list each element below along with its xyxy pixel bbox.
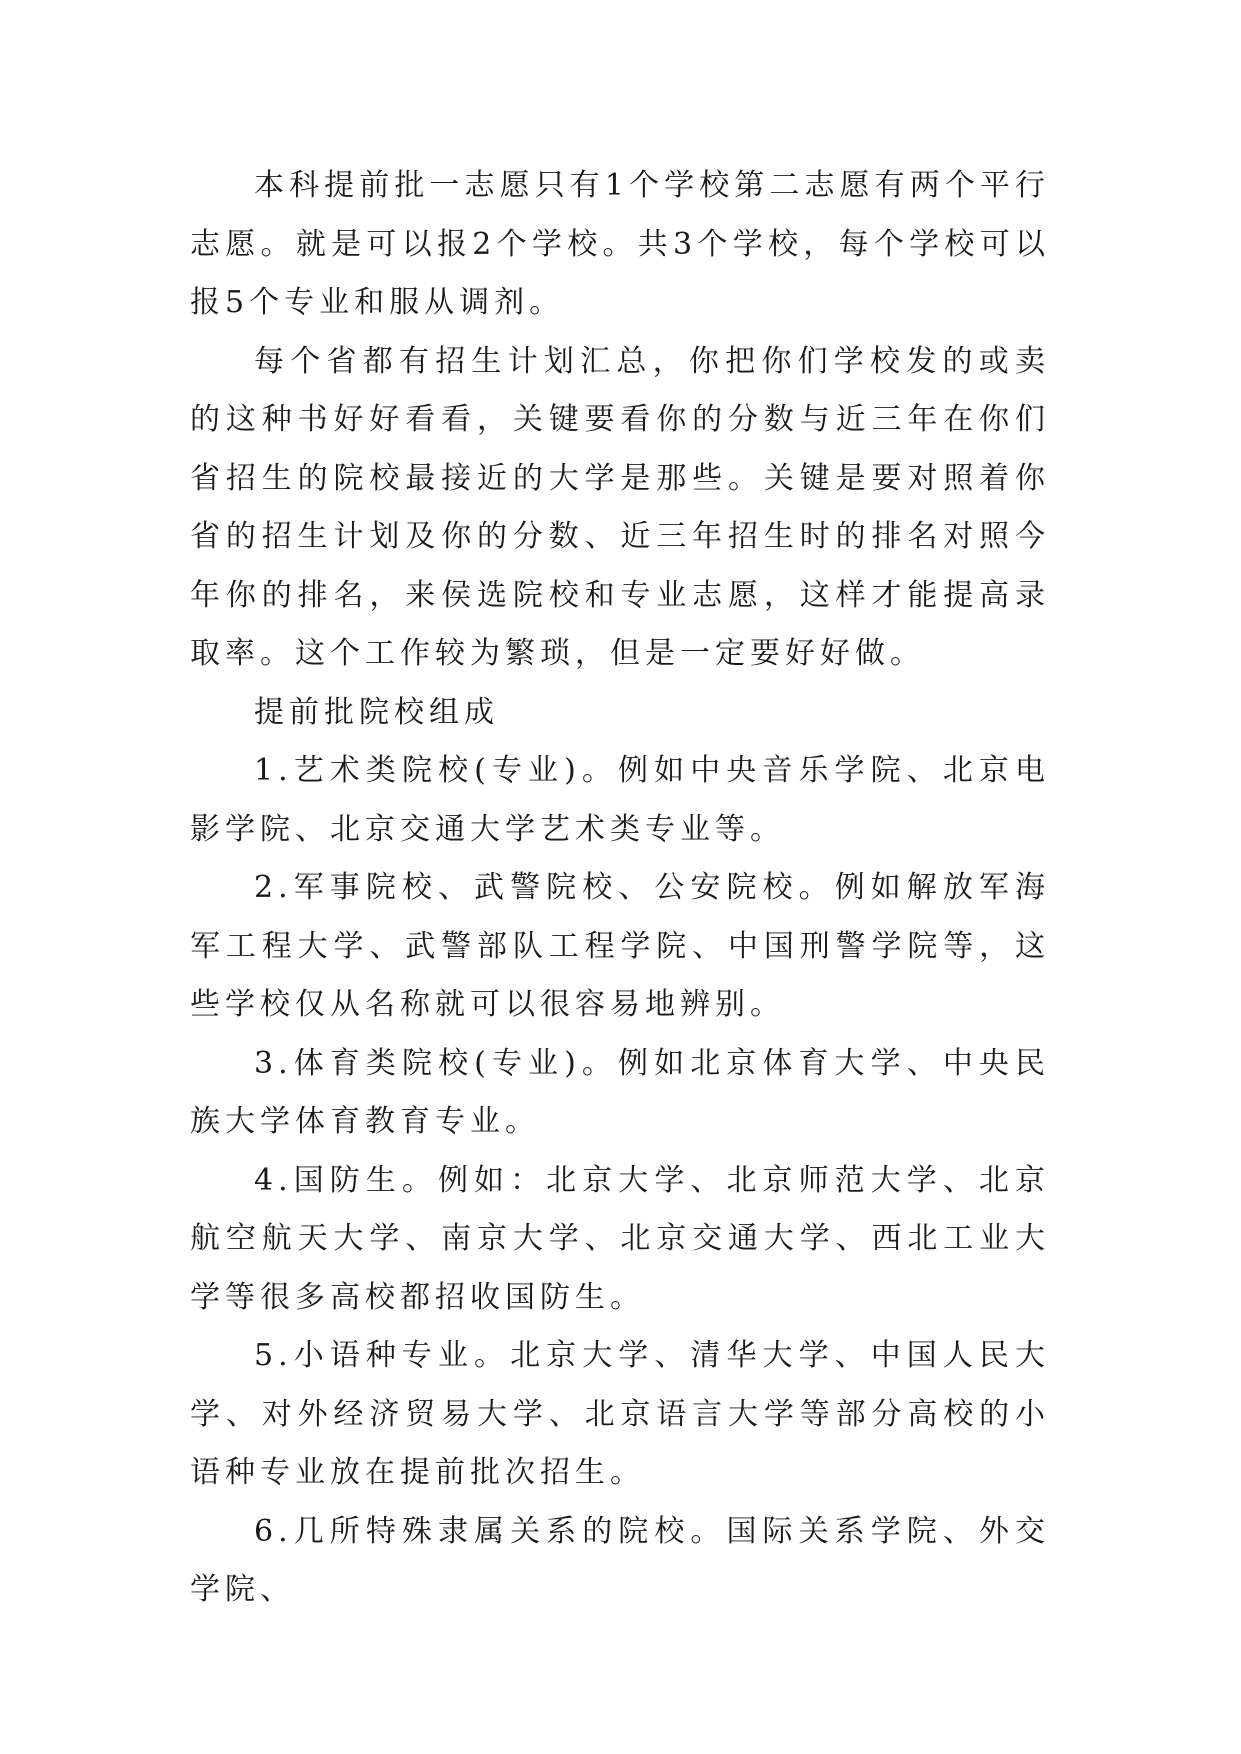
list-item-national-defense: 4.国防生。例如：北京大学、北京师范大学、北京航空航天大学、南京大学、北京交通大学、西北工业大学等很多高校都招收国防生。: [190, 1162, 1050, 1315]
list-item-minor-languages: 5.小语种专业。北京大学、清华大学、中国人民大学、对外经济贸易大学、北京语言大学等部分高校的小语种专业放在提前批次招生。: [190, 1338, 1050, 1490]
list-item-sports-schools: 3.体育类院校(专业)。例如北京体育大学、中央民族大学体育教育专业。: [190, 1045, 1050, 1139]
paragraph-enrollment-plan-advice: 每个省都有招生计划汇总，你把你们学校发的或卖的这种书好好看看，关键要看你的分数与近三年在你们省招生的院校最接近的大学是那些。关键是要对照着你省的招生计划及你的分数、近三年招生时的排名对照今年你的排名，来侯选院校和专业志愿，这样才能提高录取率。这个工作较为繁琐，但是一定要好好做。: [190, 343, 1050, 671]
list-item-art-schools: 1.艺术类院校(专业)。例如中央音乐学院、北京电影学院、北京交通大学艺术类专业等。: [190, 753, 1050, 847]
section-heading-early-batch: 提前批院校组成: [254, 694, 499, 730]
list-item-special-affiliation: 6.几所特殊隶属关系的院校。国际关系学院、外交学院、: [190, 1513, 1050, 1607]
document-body: [190, 157, 1050, 1620]
paragraph-volunteer-rules: 本科提前批一志愿只有1个学校第二志愿有两个平行志愿。就是可以报2个学校。共3个学校，每个学校可以报5个专业和服从调剂。: [190, 168, 1050, 320]
list-item-military-schools: 2.军事院校、武警院校、公安院校。例如解放军海军工程大学、武警部队工程学院、中国刑警学院等，这些学校仅从名称就可以很容易地辨别。: [190, 870, 1050, 1022]
